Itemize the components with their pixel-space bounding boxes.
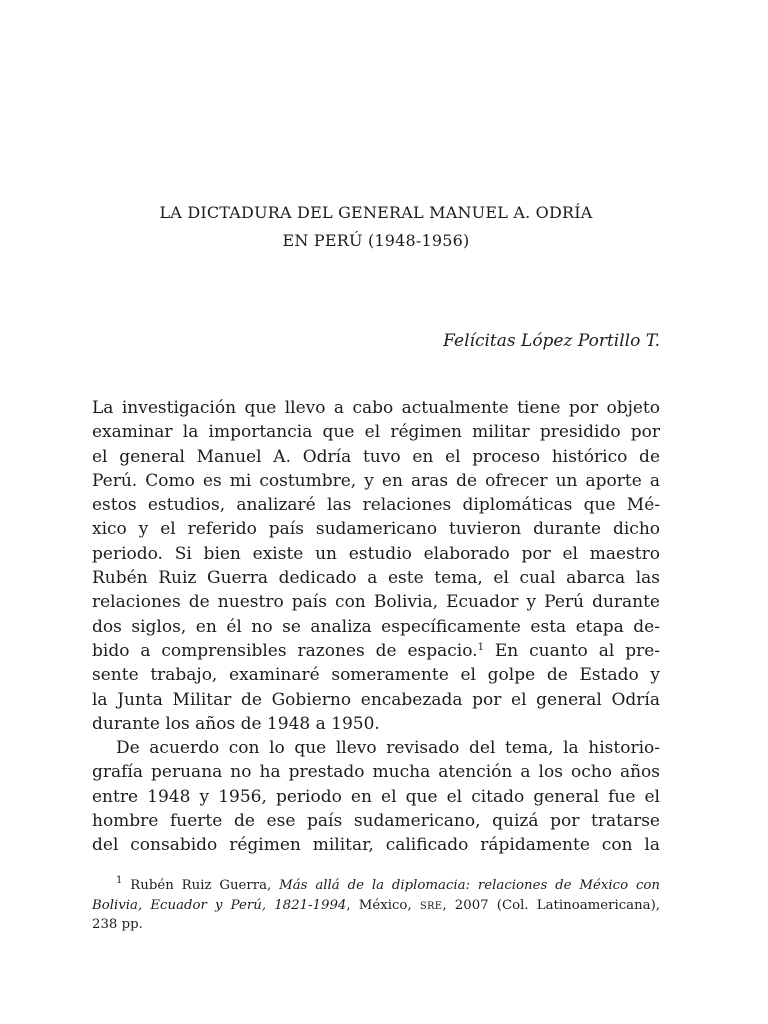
paragraph-line: dos siglos, en él no se analiza específicamente esta etapa de-	[92, 616, 660, 637]
footnote-author: Rubén Ruiz Guerra,	[122, 878, 280, 893]
paragraph-line: examinar la importancia que el régimen militar presidido por	[92, 422, 660, 443]
paragraph-line: estos estudios, analizaré las relaciones diplomáticas que Mé-	[92, 495, 660, 516]
paragraph-line: sente trabajo, examinaré someramente el golpe de Estado y	[92, 665, 660, 686]
paragraph-line-text: bido a comprensibles razones de espacio.	[92, 640, 478, 661]
footnote	[92, 876, 660, 935]
footnote-line	[92, 876, 660, 896]
paragraph-line: del consabido régimen militar, calificado rápidamente con la	[92, 835, 660, 856]
paragraph-line: durante los años de 1948 a 1950.	[92, 713, 380, 734]
footnote-line	[92, 896, 660, 916]
paragraph-line: Rubén Ruiz Guerra dedicado a este tema, el cual abarca las	[92, 568, 660, 589]
paragraph-line-with-footnote	[92, 639, 660, 663]
paragraph-line: grafía peruana no ha prestado mucha atención a los ocho años	[92, 762, 660, 783]
paragraph-line: xico y el referido país sudamericano tuvieron durante dicho	[92, 519, 660, 540]
footnote-publisher: SRE	[419, 900, 443, 912]
paragraph-line: hombre fuerte de ese país sudamericano, quizá por tratarse	[92, 810, 660, 831]
chapter-title-line-1: LA DICTADURA DEL GENERAL MANUEL A. ODRÍA	[159, 203, 593, 222]
paragraph-1	[92, 396, 660, 736]
footnote-place: , México,	[346, 897, 420, 913]
paragraph-2	[92, 736, 660, 857]
paragraph-line: entre 1948 y 1956, periodo en el que el citado general fue el	[92, 786, 660, 807]
chapter-title-line-2: EN PERÚ (1948-1956)	[282, 231, 470, 250]
footnote-number: 1	[116, 875, 123, 886]
footnote-title: Más allá de la diplomacia: relaciones de México con	[279, 878, 660, 893]
paragraph-line: el general Manuel A. Odría tuvo en el proceso histórico de	[92, 446, 660, 467]
footnote-reference[interactable]: 1	[477, 641, 484, 653]
paragraph-line: De acuerdo con lo que llevo revisado del tema, la historio-	[116, 738, 660, 758]
footnote-title-continued: Bolivia, Ecuador y Perú, 1821-1994	[92, 897, 347, 913]
paragraph-line-text-continued: En cuanto al pre-	[483, 640, 661, 661]
paragraph-line: relaciones de nuestro país con Bolivia, Ecuador y Perú durante	[92, 592, 660, 613]
footnote-details: , 2007 (Col. Latinoamericana),	[442, 897, 660, 913]
author-name: Felícitas López Portillo T.	[443, 331, 660, 351]
paragraph-line: La investigación que llevo a cabo actualmente tiene por objeto	[92, 398, 660, 418]
footnote-pages: 238 pp.	[92, 917, 143, 932]
paragraph-line: Perú. Como es mi costumbre, y en aras de ofrecer un aporte a	[92, 470, 660, 491]
paragraph-line: la Junta Militar de Gobierno encabezada por el general Odría	[92, 689, 660, 710]
paragraph-line: periodo. Si bien existe un estudio elaborado por el maestro	[92, 543, 660, 564]
